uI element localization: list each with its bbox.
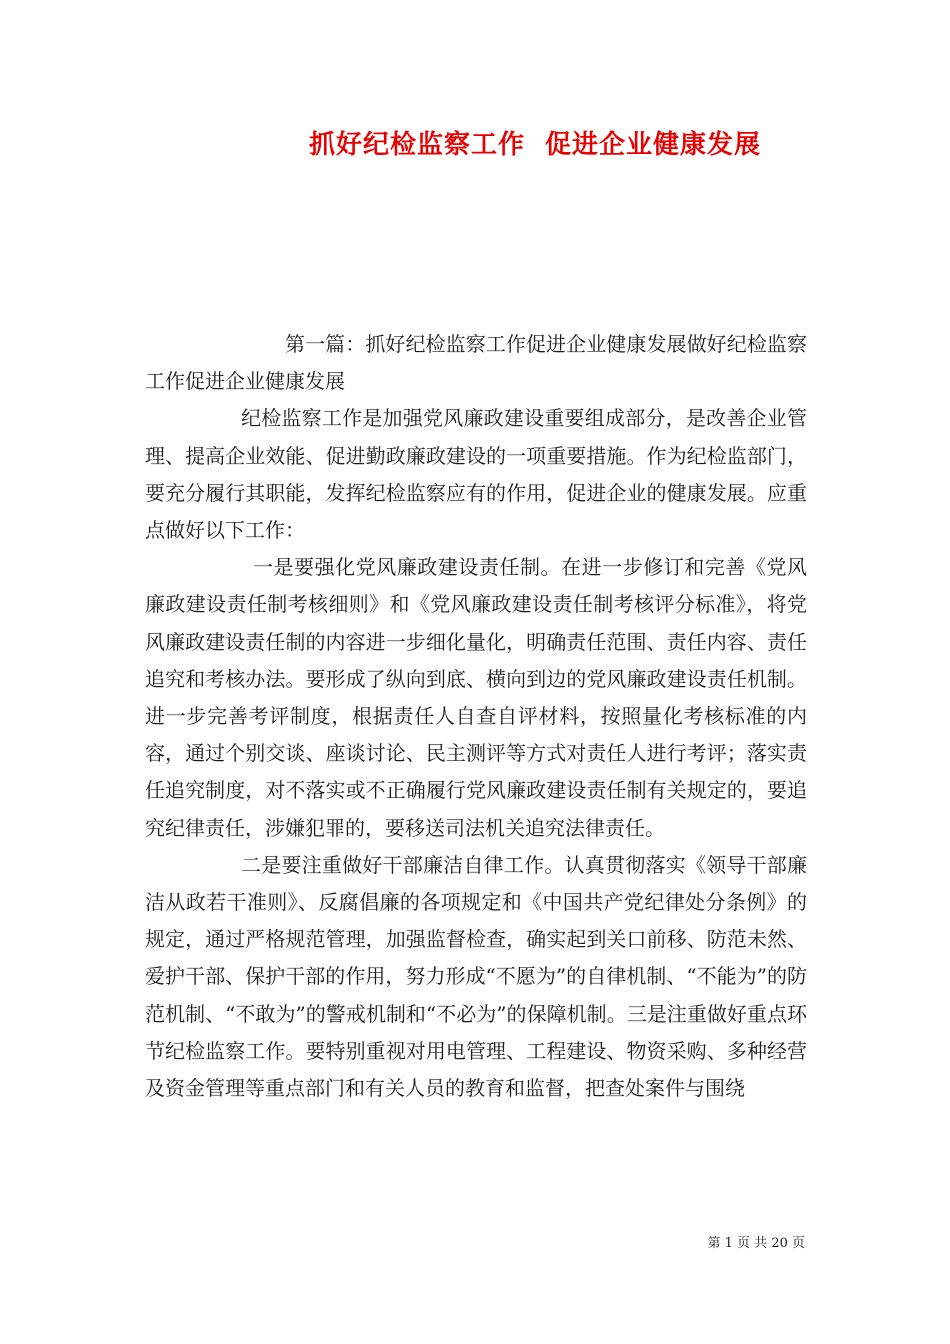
paragraph-point-one: 一是要强化党风廉政建设责任制。在进一步修订和完善《党风廉政建设责任制考核细则》和《党风廉政建设责任制考核评分标准》，将党风廉政建设责任制的内容进一步细化量化，明确责任范围、责任内容、责任追究和考核办法。要形成了纵向到底、横向到边的党风廉政建设责任机制。进一步完善考评制度，根据责任人自查自评材料，按照量化考核标准的内容，通过个别交谈、座谈讨论、民主测评等方式对责任人进行考评；落实责任追究制度，对不落实或不正确履行党风廉政建设责任制有关规定的，要追究纪律责任，涉嫌犯罪的，要移送司法机关追究法律责任。 (145, 555, 807, 840)
document-body (145, 326, 807, 1107)
paragraph-point-two: 二是要注重做好干部廉洁自律工作。认真贯彻落实《领导干部廉洁从政若干准则》、反腐倡廉的各项规定和《中国共产党纪律处分条例》的规定，通过严格规范管理，加强监督检查，确实起到关口前移、防范未然、爱护干部、保护干部的作用，努力形成“不愿为”的自律机制、“不能为”的防范机制、“不敢为”的警戒机制和“不必为”的保障机制。三是注重做好重点环节纪检监察工作。要特别重视对用电管理、工程建设、物资采购、多种经营及资金管理等重点部门和有关人员的教育和监督，把查处案件与围绕 (145, 852, 807, 1101)
paragraph-heading: 第一篇：抓好纪检监察工作促进企业健康发展做好纪检监察工作促进企业健康发展 (145, 332, 807, 394)
document-title: 抓好纪检监察工作 促进企业健康发展 (308, 130, 762, 160)
page-number: 第 1 页 共 20 页 (707, 1236, 805, 1251)
paragraph-intro: 纪检监察工作是加强党风廉政建设重要组成部分，是改善企业管理、提高企业效能、促进勤政廉政建设的一项重要措施。作为纪检监部门，要充分履行其职能，发挥纪检监察应有的作用，促进企业的健康发展。应重点做好以下工作： (145, 406, 807, 543)
